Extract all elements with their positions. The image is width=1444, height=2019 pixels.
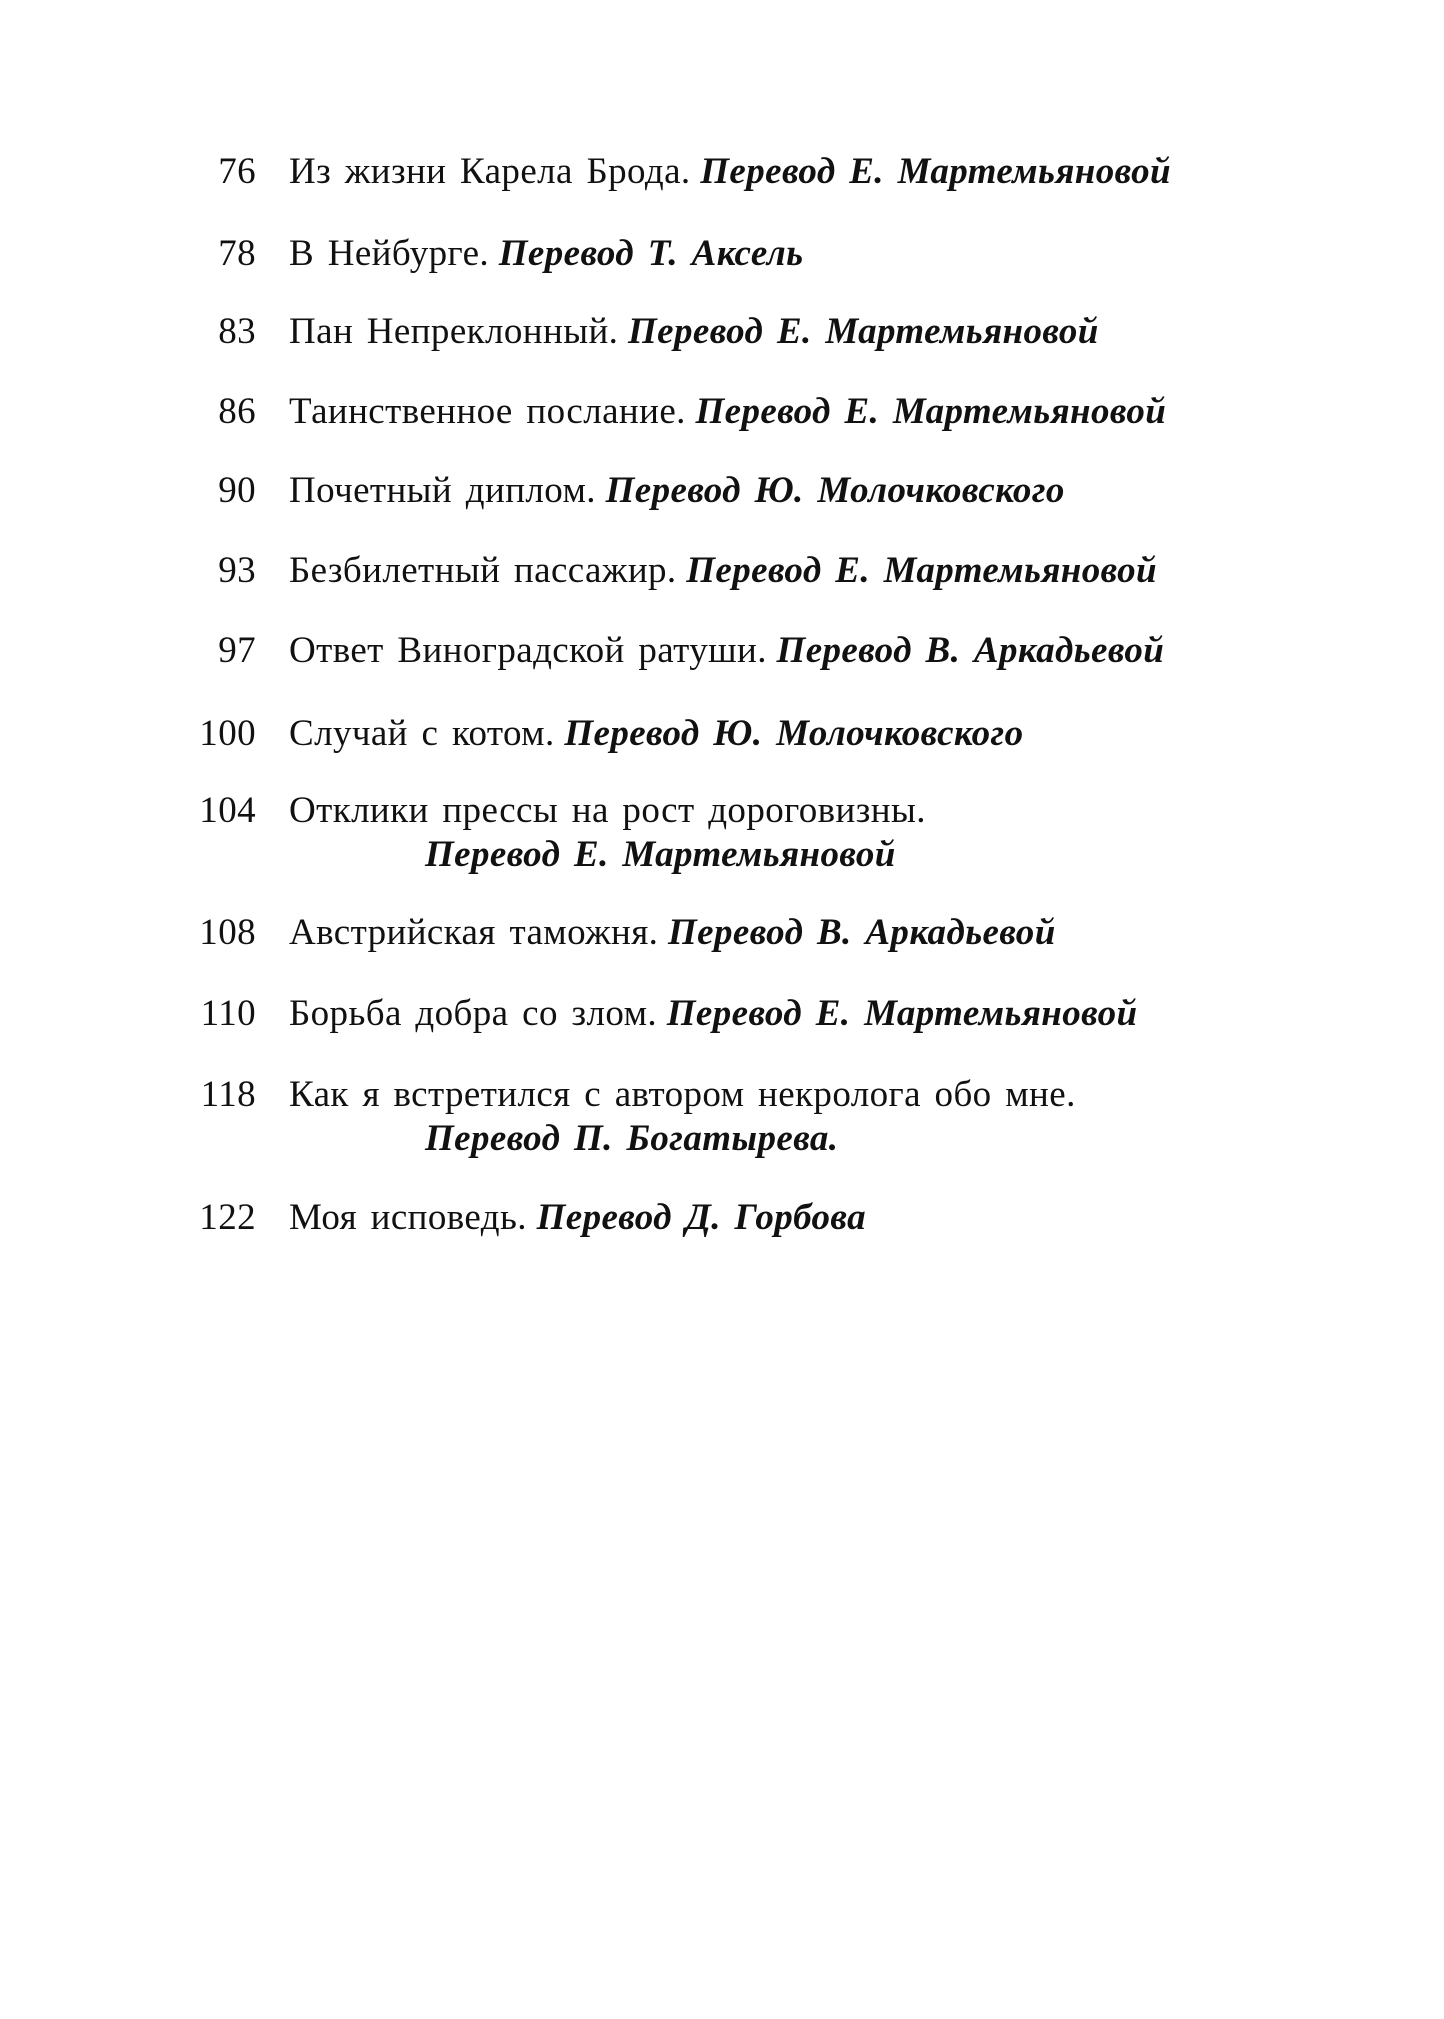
page-number: 76 [218, 151, 256, 192]
translator-credit: Перевод Е. Мартемьяновой [627, 311, 1099, 352]
story-title: В Нейбурге. [289, 233, 490, 274]
story-title: Ответ Виноградской ратуши. [289, 630, 767, 671]
story-title: Борьба добра со злом. [289, 993, 658, 1034]
story-title: Австрийская таможня. [289, 912, 659, 953]
page-number: 118 [200, 1074, 256, 1115]
page-number: 86 [218, 391, 256, 432]
page-number: 122 [199, 1197, 256, 1238]
translator-credit: Перевод Ю. Молочковского [564, 713, 1024, 754]
translator-credit: Перевод Д. Горбова [536, 1197, 867, 1238]
translator-credit: Перевод Е. Мартемьяновой [425, 834, 896, 875]
page-number: 78 [218, 233, 256, 274]
page-number: 97 [218, 630, 256, 671]
page-number: 100 [199, 713, 256, 754]
translator-credit: Перевод В. Аркадьевой [776, 630, 1165, 671]
translator-credit: Перевод Т. Аксель [498, 233, 804, 274]
page-number: 108 [199, 912, 256, 953]
translator-credit: Перевод Е. Мартемьяновой [695, 391, 1167, 432]
story-title: Таинственное послание. [289, 391, 686, 432]
page-number: 93 [218, 550, 256, 591]
page-number: 90 [218, 470, 256, 511]
translator-credit: Перевод В. Аркадьевой [667, 912, 1056, 953]
story-title: Случай с котом. [289, 713, 555, 754]
story-title: Почетный диплом. [289, 470, 596, 511]
page-number: 83 [218, 311, 256, 352]
story-title: Из жизни Карела Брода. [289, 151, 691, 192]
page-number: 104 [199, 790, 256, 831]
translator-credit: Перевод Е. Мартемьяновой [700, 151, 1171, 192]
translator-credit: Перевод П. Богатырева. [425, 1118, 839, 1159]
translator-credit: Перевод Ю. Молочковского [605, 470, 1065, 511]
story-title: Пан Непреклонный. [289, 311, 619, 352]
story-title: Как я встретился с автором некролога обо мне. [289, 1074, 1076, 1115]
story-title: Моя исповедь. [289, 1197, 527, 1238]
page-number: 110 [200, 993, 256, 1034]
translator-credit: Перевод Е. Мартемьяновой [666, 993, 1138, 1034]
story-title: Безбилетный пассажир. [289, 550, 677, 591]
story-title: Отклики прессы на рост дороговизны. [289, 790, 926, 831]
translator-credit: Перевод Е. Мартемьяновой [686, 550, 1157, 591]
